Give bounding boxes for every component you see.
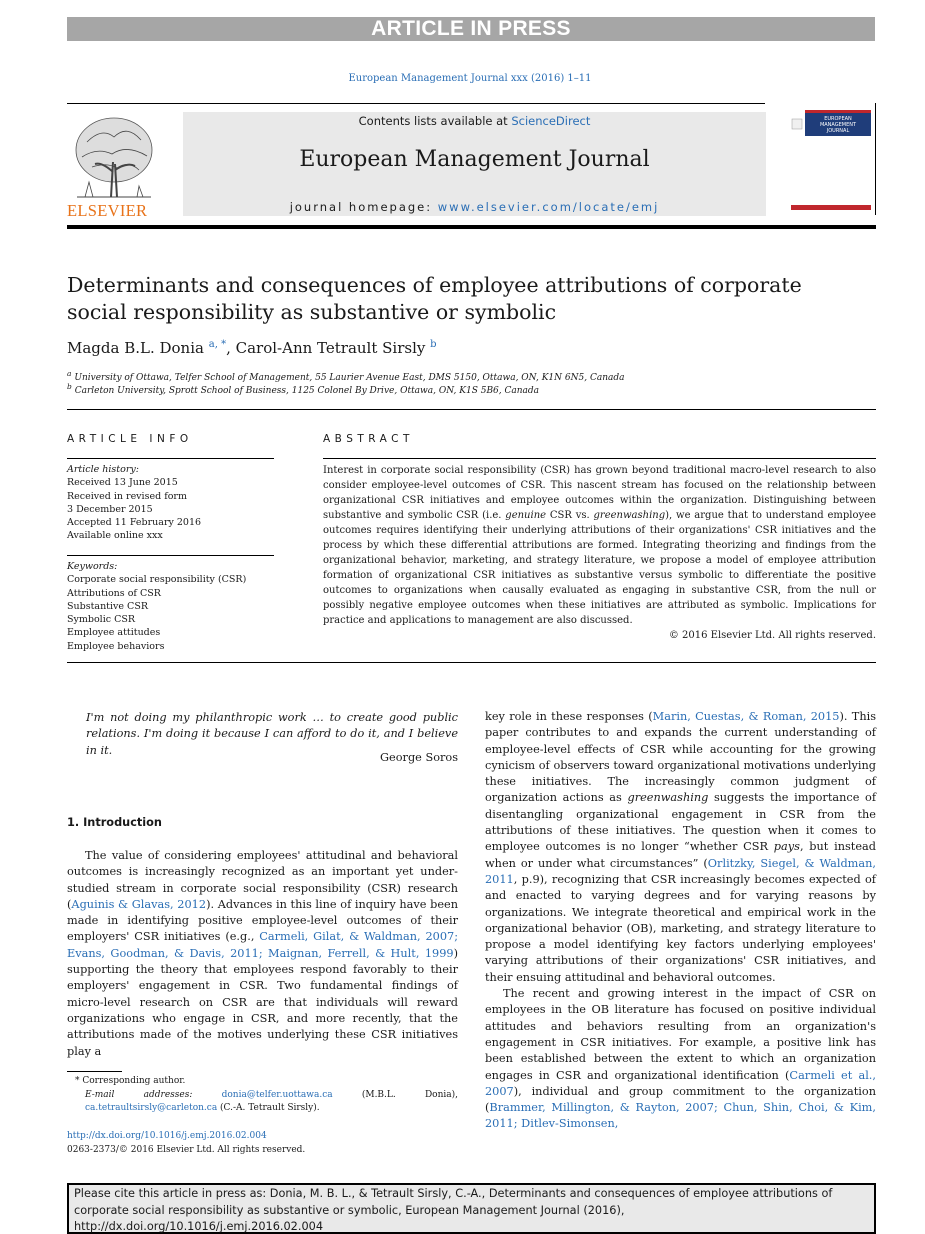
abstract-copyright: © 2016 Elsevier Ltd. All rights reserved. xyxy=(668,630,876,641)
affiliation-a: $^a$ University of Ottawa, Telfer School of Management, 55 Laurier Avenue East, DMS 5150, Ottawa, ON, K1N 6N5, Canada xyxy=(67,369,625,383)
contents-line: Contents lists available at ScienceDirect xyxy=(358,114,591,128)
history-item: Received in revised form xyxy=(67,490,187,502)
body-paragraph: key role in these responses (Marin, Cuestas, & Roman, 2015). This paper contributes to and expands the current understanding of employee-level effects of CSR while accounting for the growing cynicism of observers toward organizational motivations underlying these initiatives. The increasingly common judgment of organization actions as greenwashing suggests the importance of disentangling organizational engagement in CSR from the attributions of these initiatives. The question when it comes to employee outcomes is no longer “whether CSR pays, but instead when or under what circumstances” (Orlitzky, Siegel, & Waldman, 2011, p.9), recognizing that CSR increasingly becomes expected of and enacted to varying degrees and for varying reasons by organizations. We integrate theoretical and empirical work in the organizational behavior (OB), marketing, and strategy literature to propose a model identifying key factors underlying employees' varying attributions of their organizations' CSR initiatives, and their ensuing attitudinal and behavioral outcomes. xyxy=(485,710,877,984)
keyword-item: Corporate social responsibility (CSR) xyxy=(67,574,247,586)
citation-box: Please cite this article in press as: Donia, M. B. L., & Tetrault Sirsly, C.-A., Determinants and consequences of employee attributions of corporate social responsibility as substantive or symbolic, European Management Journal (2016), http://dx.doi.org/10.1016/j.emj.2016.02.004 xyxy=(67,1183,876,1234)
body-paragraph: The recent and growing interest in the impact of CSR on employees in the OB literature has focused on positive individual attitudes and behaviors resulting from an organization's engagement in CSR initiatives. For example, a positive link has been established between the extent to which an organization engages in CSR and organizational identification (Carmeli et al., 2007), individual and group commitment to the organization (Brammer, Millington, & Rayton, 2007; Chun, Shin, Choi, & Kim, 2011; Ditlev-Simonsen, xyxy=(485,987,876,1131)
author-affiliation-link[interactable]: b xyxy=(430,339,437,350)
epigraph-author: George Soros xyxy=(380,751,458,764)
abstract-text: Interest in corporate social responsibility (CSR) has grown beyond traditional macro-level research to also consider employee-level outcomes of CSR. This nascent stream has focused on the relationship between organizational CSR initiatives and employee outcomes within the organization. Distinguishing between substantive and symbolic CSR (i.e. genuine CSR vs. greenwashing), we argue that to understand employee outcomes requires identifying their underlying attributions of their organizations' CSR initiatives and the process by which these differential attributions are formed. Integrating theorizing and findings from the organizational behavior, marketing, and strategy literature, we propose a model of employee attribution formation of organizational CSR initiatives as substantive versus symbolic to differentiate the positive outcomes to organizations when causally evaluated as engaging in substantive CSR, from the null or possibly negative employee outcomes when these initiatives are attributed as symbolic. Implications for practice and applications to management are also discussed. © 2016 Elsevier Ltd. All rights reserved. xyxy=(323,465,876,641)
corresponding-author-footnote: * Corresponding author. E-mail addresses: donia@telfer.uottawa.ca (M.B.L. Donia), ca.tetraultsirsly@carleton.ca (C.-A. Tetrault Sirsly). xyxy=(75,1076,458,1113)
epigraph-quote: I'm not doing my philanthropic work … to create good public relations. I'm doing it because I can afford to do it, and I believe in it. xyxy=(86,711,458,757)
elsevier-tree-icon xyxy=(67,112,161,218)
article-title: Determinants and consequences of employee attributions of corporate social responsibility as substantive or symbolic xyxy=(67,273,802,324)
info-rule xyxy=(67,555,274,556)
doi-link[interactable]: http://dx.doi.org/10.1016/j.emj.2016.02.004 xyxy=(67,1131,267,1141)
keyword-item: Attributions of CSR xyxy=(67,587,161,599)
citation-link[interactable]: Aguinis & Glavas, 2012 xyxy=(71,897,207,911)
email-link[interactable]: donia@telfer.uottawa.ca xyxy=(221,1089,333,1100)
body-column-right xyxy=(485,709,876,1133)
journal-title: European Management Journal xyxy=(299,147,650,172)
keyword-item: Substantive CSR xyxy=(67,600,148,612)
history-item: Received 13 June 2015 xyxy=(67,477,178,489)
elsevier-wordmark: ELSEVIER xyxy=(67,201,148,218)
abstract-heading: ABSTRACT xyxy=(323,433,414,445)
keyword-item: Employee behaviors xyxy=(67,640,165,652)
footnote-rule xyxy=(67,1071,122,1072)
citation-link[interactable]: Brammer, Millington, & Rayton, 2007; Chun, Shin, Choi, & Kim, 2011; Ditlev-Simonsen, xyxy=(485,1101,876,1131)
info-rule xyxy=(67,458,274,459)
article-history: Article history: Received 13 June 2015 Received in revised form 3 December 2015 Accepted 11 February 2016 Available online xxx xyxy=(67,463,277,543)
citation-link[interactable]: Orlitzky, Siegel, & Waldman, 2011 xyxy=(485,856,876,886)
abstract-rule xyxy=(323,458,876,459)
journal-reference-link[interactable]: European Management Journal xxx (2016) 1–11 xyxy=(348,73,592,84)
header-bottom-rule xyxy=(67,225,876,229)
journal-cover-thumbnail[interactable] xyxy=(788,103,876,215)
issn-copyright: 0263-2373/© 2016 Elsevier Ltd. All rights reserved. xyxy=(67,1145,306,1155)
email-link[interactable]: ca.tetraultsirsly@carleton.ca xyxy=(85,1103,218,1113)
citation-link[interactable]: Carmeli et al., 2007 xyxy=(485,1068,876,1098)
journal-homepage-link[interactable]: www.elsevier.com/locate/emj xyxy=(437,200,660,214)
homepage-line: journal homepage: www.elsevier.com/locate/emj xyxy=(289,200,660,214)
cover-image-placeholder-icon xyxy=(792,119,802,129)
author-name: Carol-Ann Tetrault Sirsly xyxy=(235,339,426,357)
section-rule xyxy=(67,409,876,410)
keywords-list: Keywords: Corporate social responsibility (CSR) Attributions of CSR Substantive CSR Symbolic CSR Employee attitudes Employee behaviors xyxy=(67,560,277,653)
author-affiliation-link[interactable]: a, * xyxy=(208,339,227,350)
sciencedirect-link[interactable]: ScienceDirect xyxy=(511,114,591,128)
author-list: Magda B.L. Donia $^{a, *}$, Carol-Ann Tetrault Sirsly $^b$ xyxy=(67,339,437,357)
body-paragraph: The value of considering employees' attitudinal and behavioral outcomes is increasingly recognized as an important yet under-studied stream in corporate social responsibility (CSR) research (Aguinis & Glavas, 2012). Advances in this line of inquiry have been made in identifying positive employee-level outcomes of their employers' CSR initiatives (e.g., Carmeli, Gilat, & Waldman, 2007; Evans, Goodman, & Davis, 2011; Maignan, Ferrell, & Hult, 1999) supporting the theory that employees respond favorably to their employers' engagement in CSR. Two fundamental findings of micro-level research on CSR are that individuals will reward organizations who engage in CSR, and more recently, that the attributions made of the motives underlying these CSR initiatives play a xyxy=(67,849,458,1058)
affiliation-b: $^b$ Carleton University, Sprott School of Business, 1125 Colonel By Drive, Ottawa, ON, K1S 5B6, Canada xyxy=(67,382,540,396)
cover-title-text: EUROPEAN MANAGEMENT JOURNAL xyxy=(819,116,857,134)
section-heading: 1. Introduction xyxy=(67,816,162,829)
history-item: Available online xxx xyxy=(67,530,163,542)
history-item: Accepted 11 February 2016 xyxy=(67,517,202,529)
elsevier-logo[interactable] xyxy=(67,112,161,218)
citation-link[interactable]: Marin, Cuestas, & Roman, 2015 xyxy=(652,710,840,723)
section-rule xyxy=(67,662,876,663)
keyword-item: Employee attitudes xyxy=(67,627,161,639)
history-item: 3 December 2015 xyxy=(67,503,153,515)
article-info-heading: ARTICLE INFO xyxy=(67,433,193,445)
author-name: Magda B.L. Donia xyxy=(67,339,204,357)
keyword-item: Symbolic CSR xyxy=(67,614,136,626)
header-top-rule xyxy=(67,103,765,104)
article-in-press-banner: ARTICLE IN PRESS xyxy=(67,17,875,41)
citation-link[interactable]: Carmeli, Gilat, & Waldman, 2007; Evans, Goodman, & Davis, 2011; Maignan, Ferrell, & Hult, 1999 xyxy=(67,930,458,960)
cover-red-stripe xyxy=(791,205,871,210)
